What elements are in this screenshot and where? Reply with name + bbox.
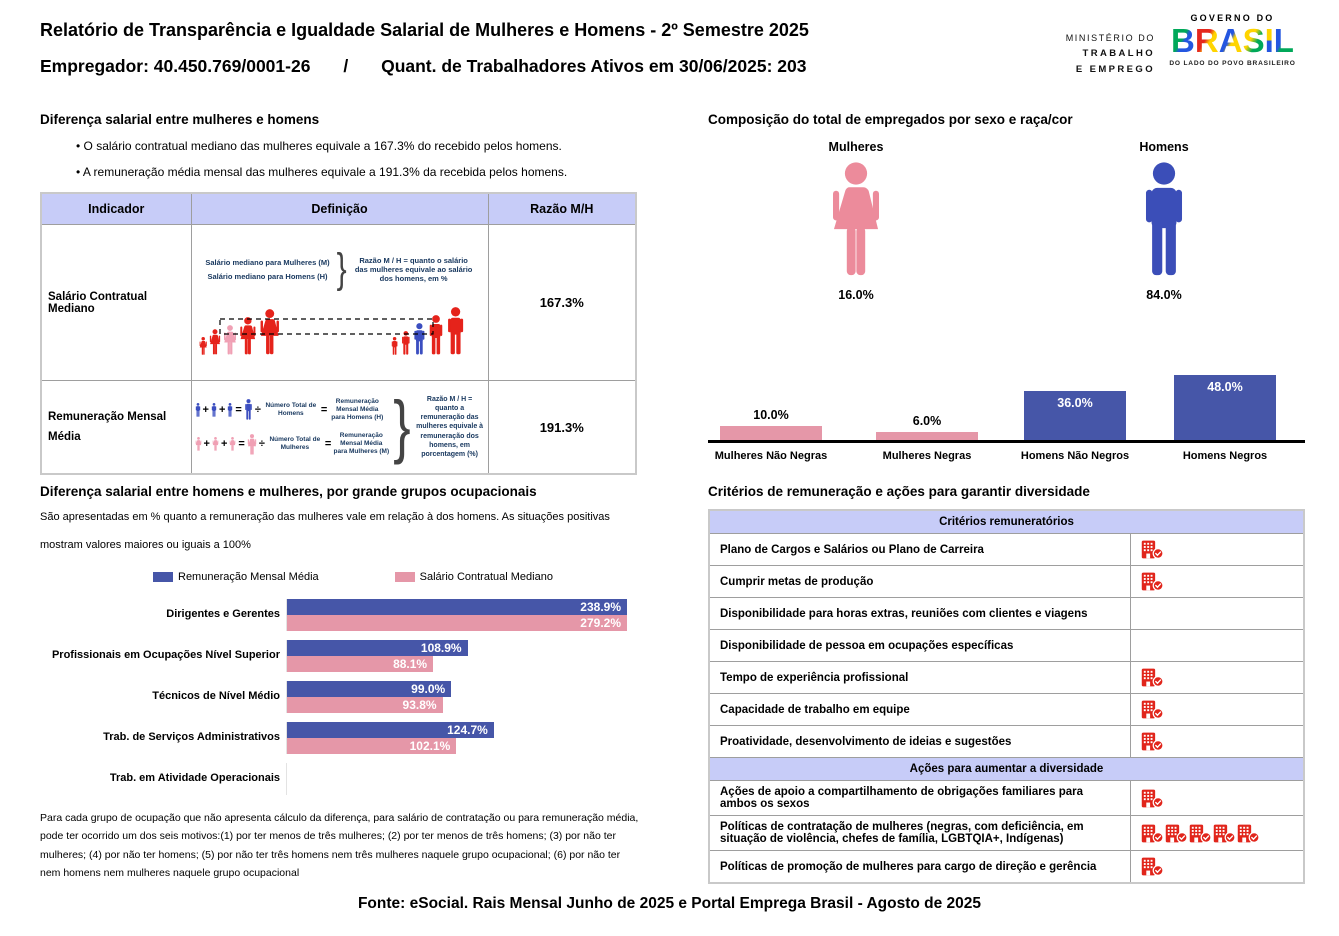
indicator-name: Salário Contratual Mediano bbox=[41, 225, 191, 381]
company-check-icon bbox=[1165, 824, 1188, 843]
formula-men bbox=[195, 398, 390, 422]
median-lines bbox=[205, 253, 329, 286]
occupation-label: Dirigentes e Gerentes bbox=[166, 608, 280, 621]
man-icon bbox=[1064, 162, 1264, 282]
bar-value-label: 108.9% bbox=[420, 641, 462, 655]
occupational-heading: Diferença salarial entre homens e mulheres, por grande grupos ocupacionais bbox=[40, 484, 537, 499]
category-label: Homens Negros bbox=[1182, 450, 1268, 462]
legend-swatch-pink bbox=[395, 572, 415, 582]
woman-icon bbox=[229, 437, 236, 451]
plus-op: + bbox=[220, 438, 228, 451]
occupation-label: Trab. em Atividade Operacionais bbox=[109, 772, 280, 785]
brasil-letter: B bbox=[1171, 22, 1195, 59]
men-label: Homens bbox=[1139, 140, 1189, 154]
legend-swatch-blue bbox=[153, 572, 173, 582]
category-label: Mulheres Negras bbox=[882, 450, 972, 462]
composition-heading: Composição do total de empregados por sexo e raça/cor bbox=[708, 112, 1073, 127]
occupation-bars bbox=[286, 763, 627, 795]
equals-op: = bbox=[235, 403, 242, 416]
occupation-bars bbox=[286, 599, 627, 631]
col-definicao: Definição bbox=[191, 193, 488, 225]
equals-op: = bbox=[320, 403, 328, 416]
women-result-label: Remuneração Mensal Média para Mulheres (M) bbox=[333, 432, 390, 456]
bar-salario-mediano bbox=[287, 738, 456, 754]
company-check-icon bbox=[1141, 572, 1164, 591]
woman-icon-large bbox=[247, 434, 257, 455]
criteria-icons bbox=[1130, 726, 1304, 758]
criteria-label: Plano de Cargos e Salários ou Plano de Carreira bbox=[709, 534, 1130, 566]
bullet-text: A remuneração média mensal das mulheres equivale a 191.3% da recebida pelos homens. bbox=[82, 165, 568, 179]
bar-value-label: 48.0% bbox=[1207, 380, 1243, 394]
row-remuneracao-media bbox=[41, 381, 636, 475]
mean-ratio-note: Razão M / H = quanto a remuneração das mulheres equivale à remuneração dos homens, em porcentagem (%) bbox=[416, 396, 484, 458]
salary-gap-heading: Diferença salarial entre mulheres e homens bbox=[40, 112, 320, 127]
women-total bbox=[756, 140, 956, 302]
occupation-row bbox=[40, 681, 640, 713]
criteria-icons bbox=[1130, 566, 1304, 598]
bar-value-label: 6.0% bbox=[912, 414, 942, 428]
occupational-subtitle-1: São apresentadas em % quanto a remuneração das mulheres vale em relação à dos homens. As situações positivas bbox=[40, 511, 610, 523]
man-icon bbox=[195, 403, 201, 417]
bar-value-label: 36.0% bbox=[1057, 396, 1093, 410]
x-axis-line bbox=[708, 440, 1305, 443]
bullet-glyph: • bbox=[76, 139, 81, 153]
separator: / bbox=[343, 56, 349, 76]
company-check-icon bbox=[1141, 732, 1164, 751]
brace-glyph: } bbox=[393, 387, 411, 467]
criteria-row bbox=[709, 781, 1304, 816]
bullet-mean-salary bbox=[76, 165, 637, 179]
median-definition bbox=[193, 245, 487, 292]
bar-value-label: 93.8% bbox=[402, 698, 437, 712]
bar-value-label: 238.9% bbox=[580, 600, 621, 614]
women-divisor-label: Número Total de Mulheres bbox=[269, 436, 321, 452]
employer-id: Empregador: 40.450.769/0001-26 bbox=[40, 56, 311, 76]
median-men-line: Salário mediano para Homens (H) bbox=[207, 272, 328, 281]
col-razao: Razão M/H bbox=[488, 193, 636, 225]
women-label: Mulheres bbox=[828, 140, 884, 154]
page-title: Relatório de Transparência e Igualdade Salarial de Mulheres e Homens - 2º Semestre 2025 bbox=[40, 20, 809, 40]
criteria-label: Disponibilidade para horas extras, reuniões com clientes e viagens bbox=[709, 598, 1130, 630]
company-check-icon bbox=[1189, 824, 1212, 843]
criteria-label: Políticas de promoção de mulheres para cargo de direção e gerência bbox=[709, 851, 1130, 884]
chart-legend bbox=[153, 571, 640, 583]
occupational-subtitle-2: mostram valores maiores ou iguais a 100% bbox=[40, 539, 251, 551]
criteria-section-row bbox=[709, 510, 1304, 534]
employer-line bbox=[40, 56, 990, 77]
criteria-icons bbox=[1130, 662, 1304, 694]
governo-brasil-logo bbox=[1160, 13, 1305, 67]
criteria-label: Tempo de experiência profissional bbox=[709, 662, 1130, 694]
brasil-letter: R bbox=[1194, 22, 1219, 59]
legend-salario-mediano bbox=[395, 571, 553, 583]
bar-homens-negros bbox=[1162, 354, 1288, 440]
company-check-icon bbox=[1141, 700, 1164, 719]
criteria-row bbox=[709, 662, 1304, 694]
bar-value-label: 102.1% bbox=[409, 739, 451, 753]
legend-label: Remuneração Mensal Média bbox=[178, 571, 319, 583]
ministry-line1: MINISTÉRIO DO bbox=[1065, 33, 1155, 43]
governo-do-label: GOVERNO DO bbox=[1190, 13, 1275, 23]
occupation-row bbox=[40, 640, 640, 672]
brasil-letter: L bbox=[1273, 22, 1294, 59]
bar-salario-mediano bbox=[287, 615, 627, 631]
section-criteria bbox=[708, 484, 1305, 884]
criteria-row bbox=[709, 534, 1304, 566]
criteria-section2-header: Ações para aumentar a diversidade bbox=[709, 758, 1304, 781]
bullet-median-salary bbox=[76, 139, 637, 153]
col-indicador: Indicador bbox=[41, 193, 191, 225]
criteria-icons bbox=[1130, 630, 1304, 662]
criteria-row bbox=[709, 598, 1304, 630]
bullet-text: O salário contratual mediano das mulheres equivale a 167.3% do recebido pelos homens. bbox=[83, 139, 562, 153]
legend-remuneracao-media bbox=[153, 571, 319, 583]
company-check-icon bbox=[1237, 824, 1260, 843]
indicator-line2: Média bbox=[48, 431, 81, 443]
formula-women bbox=[195, 432, 390, 456]
bullet-glyph: • bbox=[76, 165, 81, 179]
indicator-table-header-row bbox=[41, 193, 636, 225]
company-check-icon bbox=[1141, 857, 1164, 876]
bar-value-label: 99.0% bbox=[411, 682, 446, 696]
bar-salario-mediano bbox=[287, 656, 433, 672]
bar bbox=[1024, 391, 1126, 440]
mean-formula bbox=[193, 387, 487, 467]
occupational-footnote: Para cada grupo de ocupação que não apresenta cálculo da diferença, para salário de contratação ou para remuneração média, pode ter ocorrido um dos seis motivos:(1) por ter menos de três mulheres; (2) por ter menos de três homens; (3) por não ter mulheres; (4) por não ter homens; (5) por não ter três homens nem três mulheres naquele grupo ocupacional; (6) por não ter nem homens nem mulheres naquele grupo ocupacional bbox=[40, 812, 639, 880]
occupation-bars bbox=[286, 722, 627, 754]
bar-value-label: 10.0% bbox=[753, 408, 789, 422]
section-composition bbox=[708, 112, 1305, 472]
bar-mulheres-negras bbox=[864, 354, 990, 440]
company-check-icon bbox=[1141, 824, 1164, 843]
ministry-line3: E EMPREGO bbox=[1075, 64, 1155, 76]
ministry-line2: TRABALHO bbox=[1082, 48, 1155, 60]
plus-op: + bbox=[203, 438, 210, 451]
criteria-label: Capacidade de trabalho em equipe bbox=[709, 694, 1130, 726]
bar-remuneracao-media bbox=[287, 722, 494, 738]
ratio-value: 191.3% bbox=[488, 381, 636, 475]
criteria-table bbox=[708, 509, 1305, 884]
governo-tagline: DO LADO DO POVO BRASILEIRO bbox=[1169, 60, 1296, 67]
criteria-label: Disponibilidade de pessoa em ocupações específicas bbox=[709, 630, 1130, 662]
criteria-section-row bbox=[709, 758, 1304, 781]
man-icon bbox=[227, 403, 233, 417]
bar-homens-nao-negros bbox=[1012, 354, 1138, 440]
plus-op: + bbox=[218, 403, 226, 416]
occupational-chart bbox=[40, 599, 640, 795]
indicator-table bbox=[40, 192, 637, 475]
brasil-letter: I bbox=[1264, 22, 1274, 59]
occupation-row bbox=[40, 599, 640, 631]
man-icon-large bbox=[244, 399, 253, 420]
criteria-icons bbox=[1130, 851, 1304, 884]
criteria-icons bbox=[1130, 534, 1304, 566]
men-result-label: Remuneração Mensal Média para Homens (H) bbox=[331, 397, 384, 421]
ratio-value: 167.3% bbox=[488, 225, 636, 381]
criteria-label: Ações de apoio a compartilhamento de obrigações familiares para ambos os sexos bbox=[709, 781, 1130, 816]
occupation-label: Técnicos de Nível Médio bbox=[152, 690, 280, 703]
company-check-icon bbox=[1141, 668, 1164, 687]
men-divisor-label: Número Total de Homens bbox=[265, 401, 317, 417]
company-check-icon bbox=[1141, 789, 1164, 808]
bar-value-label: 124.7% bbox=[447, 723, 488, 737]
occupation-bars bbox=[286, 640, 627, 672]
active-workers: Quant. de Trabalhadores Ativos em 30/06/2025: 203 bbox=[381, 56, 807, 76]
brace-glyph: } bbox=[336, 245, 347, 292]
criteria-icons bbox=[1130, 598, 1304, 630]
occupation-row bbox=[40, 763, 640, 795]
section-salary-gap bbox=[40, 112, 637, 475]
men-pct: 84.0% bbox=[1146, 288, 1182, 302]
median-women-line: Salário mediano para Mulheres (M) bbox=[205, 258, 330, 267]
woman-icon bbox=[756, 162, 956, 282]
criteria-icons bbox=[1130, 694, 1304, 726]
divide-op: ÷ bbox=[258, 438, 265, 451]
criteria-heading: Critérios de remuneração e ações para garantir diversidade bbox=[708, 484, 1090, 499]
criteria-row bbox=[709, 566, 1304, 598]
criteria-row bbox=[709, 726, 1304, 758]
section-occupational bbox=[40, 484, 640, 883]
bar bbox=[1174, 375, 1276, 440]
criteria-row bbox=[709, 816, 1304, 851]
criteria-row bbox=[709, 694, 1304, 726]
source-footer: Fonte: eSocial. Rais Mensal Junho de 2025 e Portal Emprega Brasil - Agosto de 2025 bbox=[357, 895, 982, 912]
bar bbox=[876, 432, 978, 440]
bar bbox=[720, 426, 822, 440]
woman-icon bbox=[212, 437, 219, 451]
bar-value-label: 279.2% bbox=[580, 616, 621, 630]
company-check-icon bbox=[1141, 540, 1164, 559]
bar-mulheres-nao-negras bbox=[708, 354, 834, 440]
brasil-letter: A bbox=[1218, 22, 1243, 59]
row-salario-mediano bbox=[41, 225, 636, 381]
women-pct: 16.0% bbox=[838, 288, 874, 302]
category-label: Homens Não Negros bbox=[1020, 450, 1130, 462]
equals-op: = bbox=[324, 438, 332, 451]
criteria-label: Proatividade, desenvolvimento de ideias e sugestões bbox=[709, 726, 1130, 758]
woman-icon bbox=[195, 437, 202, 451]
occupation-label: Trab. de Serviços Administrativos bbox=[103, 731, 280, 744]
men-total bbox=[1064, 140, 1264, 302]
indicator-definition bbox=[191, 225, 488, 381]
man-icon bbox=[211, 403, 217, 417]
plus-op: + bbox=[202, 403, 209, 416]
indicator-line1: Remuneração Mensal bbox=[48, 411, 167, 423]
median-people-pictogram bbox=[195, 289, 485, 357]
brasil-wordmark bbox=[1160, 24, 1305, 57]
formula-lines bbox=[195, 398, 390, 457]
report-header bbox=[40, 20, 990, 77]
bar-salario-mediano bbox=[287, 697, 443, 713]
occupation-bars bbox=[286, 681, 627, 713]
bar-value-label: 88.1% bbox=[393, 657, 428, 671]
divide-op: ÷ bbox=[254, 403, 261, 416]
bar-remuneracao-media bbox=[287, 681, 451, 697]
legend-label: Salário Contratual Mediano bbox=[419, 571, 553, 583]
criteria-icons bbox=[1130, 781, 1304, 816]
criteria-label: Cumprir metas de produção bbox=[709, 566, 1130, 598]
criteria-section1-header: Critérios remuneratórios bbox=[709, 510, 1304, 534]
median-ratio-note: Razão M / H = quanto o salário das mulheres equivale ao salário dos homens, em % bbox=[354, 256, 473, 283]
indicator-name bbox=[41, 381, 191, 475]
bar-remuneracao-media bbox=[287, 599, 627, 615]
indicator-definition bbox=[191, 381, 488, 475]
criteria-label: Políticas de contratação de mulheres (negras, com deficiência, em situação de violência, chefes de família, LGBTQIA+, Indígenas) bbox=[709, 816, 1130, 851]
criteria-icons bbox=[1130, 816, 1304, 851]
occupation-row bbox=[40, 722, 640, 754]
occupation-label: Profissionais em Ocupações Nível Superior bbox=[51, 649, 280, 662]
brasil-letter: S bbox=[1242, 22, 1265, 59]
criteria-row bbox=[709, 630, 1304, 662]
bar-remuneracao-media bbox=[287, 640, 468, 656]
company-check-icon bbox=[1213, 824, 1236, 843]
category-label: Mulheres Não Negras bbox=[714, 450, 828, 462]
equals-op: = bbox=[238, 438, 245, 451]
ministry-logo bbox=[1022, 31, 1155, 79]
criteria-row bbox=[709, 851, 1304, 884]
